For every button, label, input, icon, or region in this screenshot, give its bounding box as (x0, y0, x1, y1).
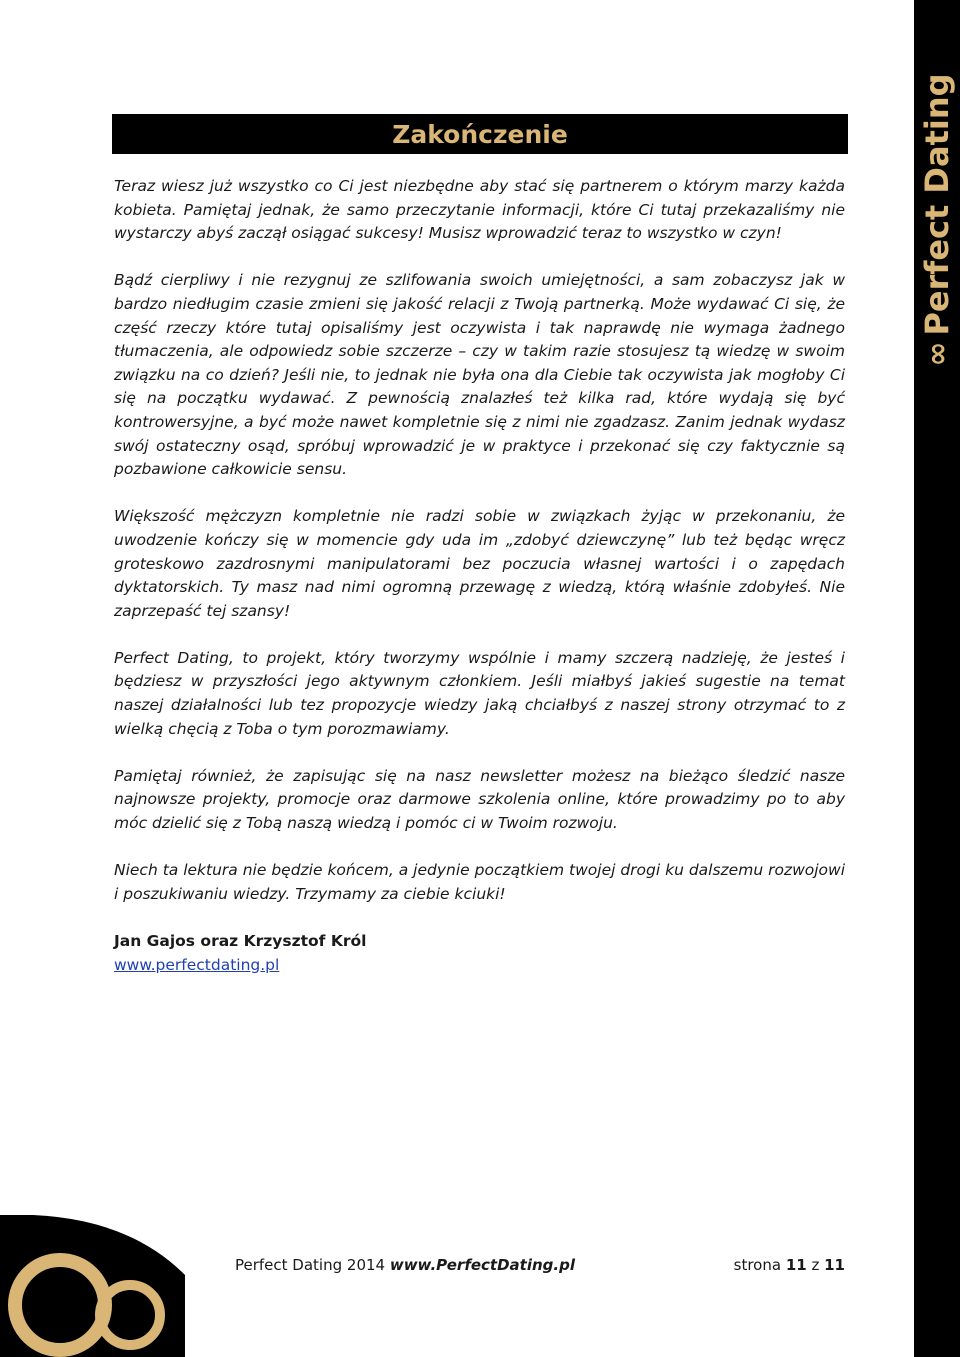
page-label: strona (733, 1256, 786, 1274)
page-total: 11 (824, 1256, 845, 1274)
side-brand (918, 73, 956, 366)
paragraph-2: Bądź cierpliwy i nie rezygnuj ze szlifowania swoich umiejętności, a sam zobaczysz jak w bardzo niedługim czasie zmieni się jakość relacji z Twoją partnerką. Może wydawać Ci się, że część rzeczy które tutaj opisaliśmy jest oczywista i tak naprawdę nie wymaga żadnego tłumaczenia, ale odpowiedz sobie szczerze – czy w takim razie stosujesz tą wiedzę w swoim związku na co dzień? Jeśli nie, to jednak nie była ona dla Ciebie tak oczywista jak mogłoby Ci się na początku wydawać. Z pewnością znalazłeś też kilka rad, które wydają się być kontrowersyjne, a być może nawet kompletnie się z nimi nie zgadzasz. Zanim jednak wydasz swój ostateczny osąd, spróbuj wprowadzić je w praktyce i przekonać się czy faktycznie są pozbawione całkowicie sensu. (114, 271, 845, 479)
pd-logo-icon: ∞ (919, 341, 955, 367)
paragraph-4: Perfect Dating, to projekt, który tworzymy wspólnie i mamy szczerą nadzieję, że jesteś i będziesz w przyszłości jego aktywnym członkiem. Jeśli miałbyś jakieś sugestie na temat naszej działalności lub tez propozycje wiedzy jaką chciałbyś z naszej strony otrzymać to z wielką chęcią z Toba o tym porozmawiamy. (114, 648, 845, 738)
footer-link[interactable]: www.PerfectDating.pl (389, 1256, 575, 1274)
side-brand-band (914, 0, 960, 1357)
website-link[interactable]: www.perfectdating.pl (114, 955, 280, 974)
page-current: 11 (785, 1256, 807, 1274)
pd-logo-corner-icon (0, 1215, 185, 1357)
paragraph-1: Teraz wiesz już wszystko co Ci jest niezbędne aby stać się partnerem o którym marzy każda kobieta. Pamiętaj jednak, że samo przeczytanie informacji, które Ci tutaj przekazaliśmy nie wystarczy abyś zaczął osiągać sukcesy! Musisz wprowadzić teraz to wszystko w czyn! (114, 177, 845, 243)
page-sep: z (806, 1256, 825, 1274)
page-title: Zakończenie (392, 119, 568, 149)
side-brand-text: Perfect Dating (918, 73, 956, 336)
paragraph-3: Większość mężczyzn kompletnie nie radzi sobie w związkach żyjąc w przekonaniu, że uwodzenie kończy się w momencie gdy uda im „zdobyć dziewczynę” lub też będąc wręcz groteskowo zazdrosnymi manipulatorami bez poczucia własnej wartości i o zapędach dyktatorskich. Ty masz nad nimi ogromną przewagę z wiedzą, którą właśnie zdobyłeś. Nie zaprzepaść tej szansy! (114, 507, 845, 620)
title-bar (112, 114, 848, 154)
footer-left (235, 1256, 575, 1274)
main-content (114, 175, 845, 977)
paragraph-6: Niech ta lektura nie będzie końcem, a jedynie początkiem twojej drogi ku dalszemu rozwojowi i poszukiwaniu wiedzy. Trzymamy za ciebie kciuki! (114, 861, 845, 903)
page-footer (235, 1256, 845, 1280)
paragraph-5: Pamiętaj również, że zapisując się na nasz newsletter możesz na bieżąco śledzić nasze najnowsze projekty, promocje oraz darmowe szkolenia online, które prowadzimy po to aby móc dzielić się z Tobą naszą wiedzą i pomóc ci w Twoim rozwoju. (114, 766, 845, 833)
page-number (734, 1256, 845, 1274)
signature: Jan Gajos oraz Krzysztof Król (114, 932, 367, 950)
footer-brand: Perfect Dating 2014 (235, 1256, 390, 1274)
